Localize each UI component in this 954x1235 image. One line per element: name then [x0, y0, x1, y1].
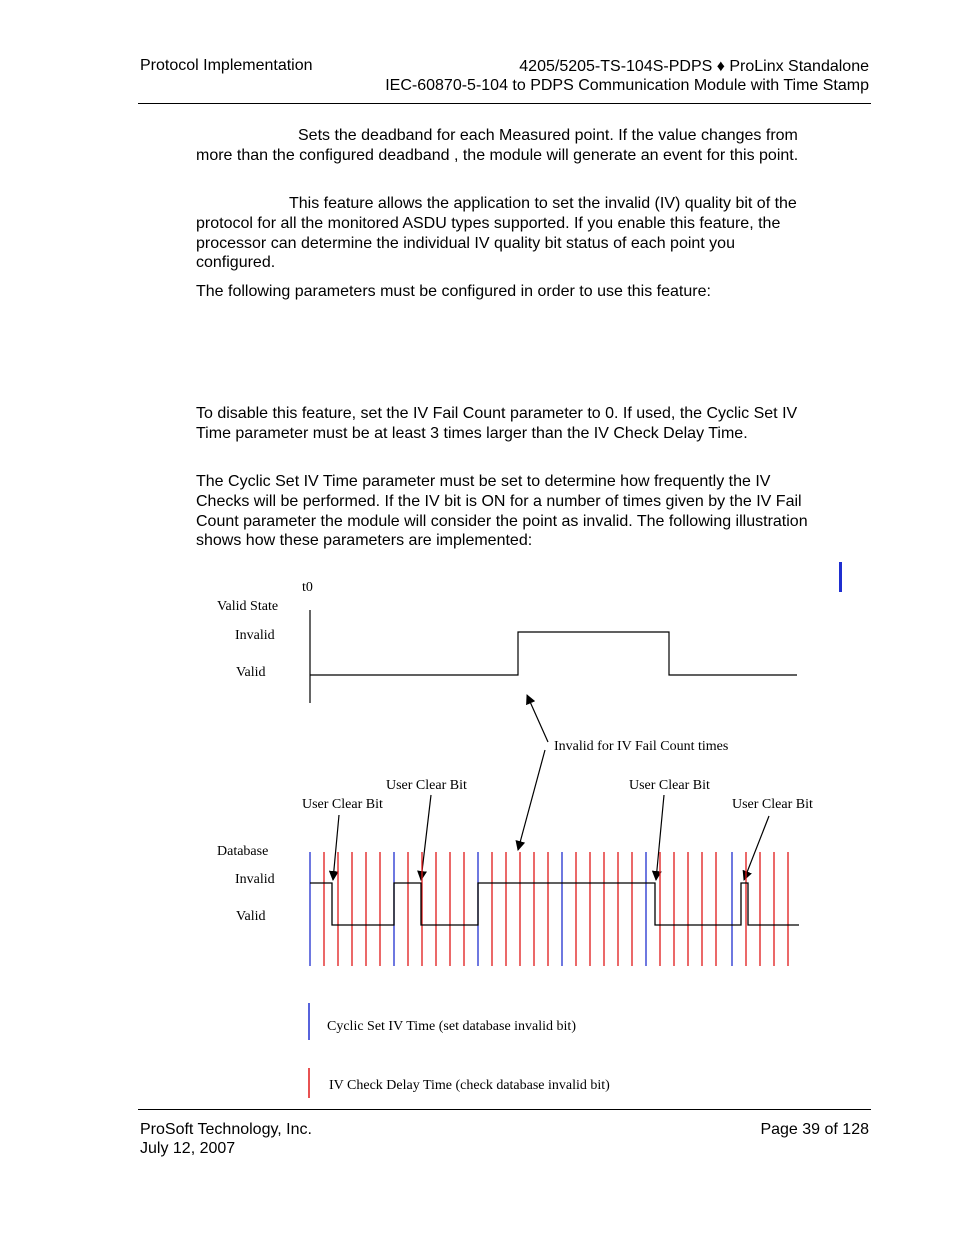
- database-waveform: [310, 883, 799, 925]
- header-rule: [138, 103, 871, 104]
- legend-blue-text: Cyclic Set IV Time (set database invalid bit): [327, 1019, 576, 1034]
- paragraph-iv-feature: This feature allows the application to set the invalid (IV) quality bit of the protocol for all the monitored ASDU types supported. If you enable this feature, the processor can determine the individual IV quality bit status of each point you configured.: [196, 195, 797, 272]
- annotation-arrow-down: [518, 750, 545, 850]
- footer-rule: [138, 1109, 871, 1110]
- user-clear-label-2: User Clear Bit: [386, 778, 467, 793]
- database-label: Database: [217, 844, 269, 859]
- invalid-annotation: Invalid for IV Fail Count times: [554, 739, 729, 754]
- valid-db-label: Valid: [236, 909, 266, 924]
- paragraph-cyclic: The Cyclic Set IV Time parameter must be set to determine how frequently the IV Checks will be performed. If the IV bit is ON for a number of times given by the IV Fail Count parameter the module will consider the point as invalid. The following illustration shows how these parameters are implemented:: [196, 473, 808, 550]
- valid-state-waveform: [310, 632, 797, 675]
- invalid-top-label: Invalid: [235, 628, 275, 643]
- user-clear-label-4: User Clear Bit: [732, 797, 813, 812]
- legend-red-text: IV Check Delay Time (check database invalid bit): [329, 1078, 610, 1093]
- paragraph-deadband: Sets the deadband for each Measured point. If the value changes from more than the configured deadband , the module will generate an event for this point.: [196, 127, 799, 164]
- header-product: 4205/5205-TS-104S-PDPS ♦ ProLinx Standalone: [519, 58, 869, 75]
- invalid-db-label: Invalid: [235, 872, 275, 887]
- valid-top-label: Valid: [236, 665, 266, 680]
- t0-label: t0: [302, 580, 313, 595]
- header-left: Protocol Implementation: [140, 57, 313, 74]
- paragraph-parameters: The following parameters must be configured in order to use this feature:: [196, 283, 711, 300]
- annotation-arrow-up: [527, 695, 548, 742]
- edge-mark: [839, 562, 842, 592]
- footer-page: Page 39 of 128: [760, 1121, 869, 1138]
- header-right: [385, 57, 869, 95]
- footer-date: July 12, 2007: [140, 1140, 236, 1157]
- paragraph-disable: To disable this feature, set the IV Fail Count parameter to 0. If used, the Cyclic Set IV Time parameter must be at least 3 times larger than the IV Check Delay Time.: [196, 405, 798, 442]
- footer-left: [140, 1120, 312, 1158]
- user-clear-label-1: User Clear Bit: [302, 797, 383, 812]
- header-module: IEC-60870-5-104 to PDPS Communication Module with Time Stamp: [385, 77, 869, 94]
- valid-state-label: Valid State: [217, 599, 279, 614]
- user-clear-label-3: User Clear Bit: [629, 778, 710, 793]
- footer-company: ProSoft Technology, Inc.: [140, 1121, 312, 1138]
- iv-timing-diagram: [196, 560, 846, 1105]
- tick-lines: [310, 852, 788, 966]
- user-clear-arrow-4: [744, 816, 769, 880]
